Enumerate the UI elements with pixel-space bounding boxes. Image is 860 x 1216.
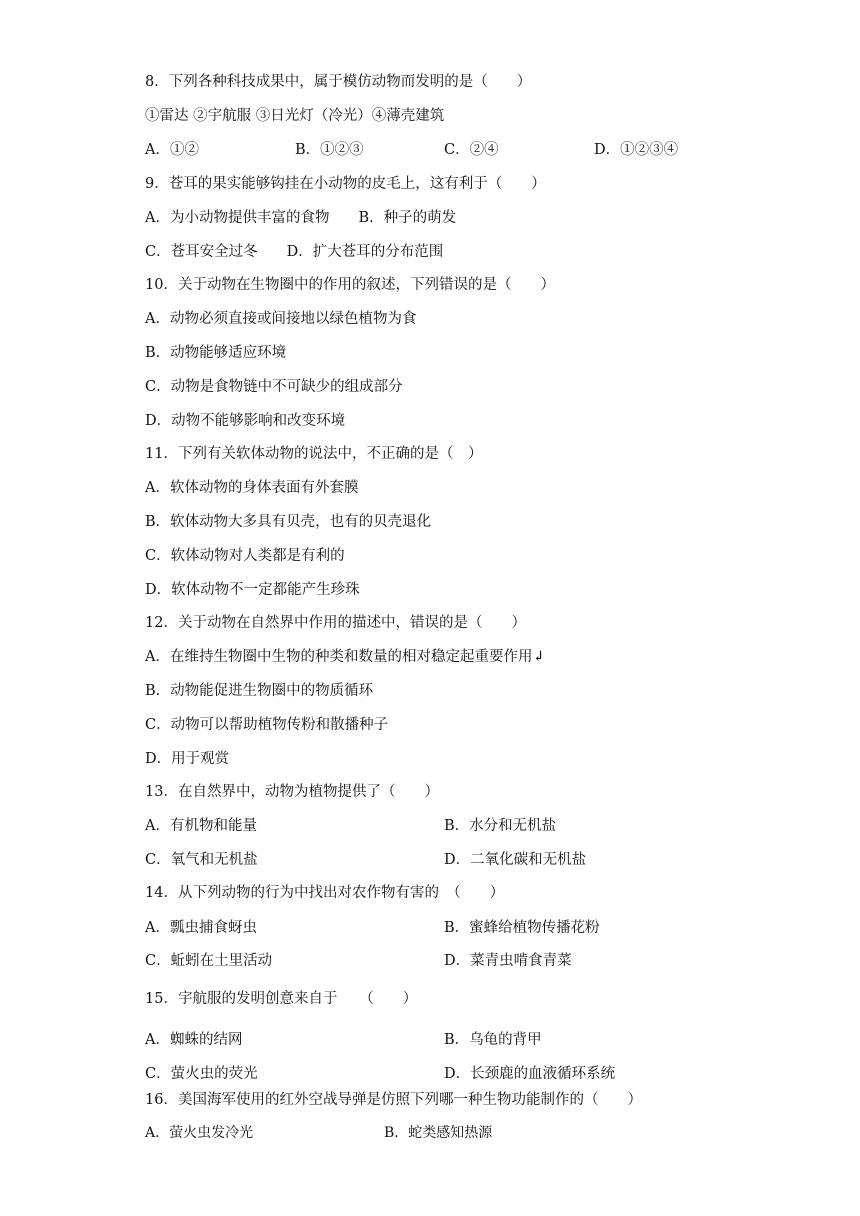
question-8-items: ①雷达 ②宇航服 ③日光灯（冷光）④薄壳建筑	[145, 108, 445, 124]
question-13-stem: 13．在自然界中，动物为植物提供了（ ）	[145, 784, 439, 800]
question-13-option-a: A．有机物和能量	[145, 818, 257, 834]
question-16-option-a: A．萤火虫发冷光	[145, 1125, 254, 1141]
question-14-option-d: D．菜青虫啃食青菜	[444, 953, 572, 969]
question-10-option-c: C．动物是食物链中不可缺少的组成部分	[145, 379, 403, 395]
question-12-option-a: A．在维持生物圈中生物的种类和数量的相对稳定起重要作用↲	[145, 649, 545, 665]
question-13-option-b: B．水分和无机盐	[444, 818, 557, 834]
question-15-option-a: A．蜘蛛的结网	[145, 1032, 243, 1048]
question-8-option-a: A．①②	[145, 142, 199, 158]
question-10-stem: 10．关于动物在生物圈中的作用的叙述，下列错误的是（ ）	[145, 277, 555, 293]
question-9-stem: 9．苍耳的果实能够钩挂在小动物的皮毛上，这有利于（ ）	[145, 176, 546, 192]
question-15-option-c: C．萤火虫的荧光	[145, 1066, 258, 1082]
question-12-option-b: B．动物能促进生物圈中的物质循环	[145, 683, 374, 699]
question-8-option-c: C．②④	[444, 142, 499, 158]
question-11-option-d: D．软体动物不一定都能产生珍珠	[145, 582, 360, 598]
question-8-option-d: D．①②③④	[594, 142, 679, 158]
question-8-stem: 8．下列各种科技成果中，属于模仿动物而发明的是（ ）	[145, 74, 532, 90]
question-15-stem: 15．宇航服的发明创意来自于 （ ）	[145, 991, 418, 1007]
question-15-option-d: D．长颈鹿的血液循环系统	[444, 1066, 616, 1082]
question-9-options-row-2: C．苍耳安全过冬 D．扩大苍耳的分布范围	[145, 244, 444, 260]
question-13-option-d: D．二氧化碳和无机盐	[444, 852, 587, 868]
question-16-option-b: B．蛇类感知热源	[384, 1125, 493, 1141]
question-10-option-d: D．动物不能够影响和改变环境	[145, 413, 346, 429]
question-12-option-d: D．用于观赏	[145, 751, 230, 767]
question-13-option-c: C．氧气和无机盐	[145, 852, 258, 868]
question-8-option-b: B．①②③	[295, 142, 364, 158]
question-9-options-row-1: A．为小动物提供丰富的食物 B．种子的萌发	[145, 210, 457, 226]
question-11-option-a: A．软体动物的身体表面有外套膜	[145, 480, 359, 496]
question-14-stem: 14．从下列动物的行为中找出对农作物有害的 （ ）	[145, 885, 505, 901]
question-11-option-b: B．软体动物大多具有贝壳，也有的贝壳退化	[145, 514, 432, 530]
question-14-option-b: B．蜜蜂给植物传播花粉	[444, 920, 600, 936]
question-10-option-b: B．动物能够适应环境	[145, 345, 287, 361]
question-12-stem: 12．关于动物在自然界中作用的描述中，错误的是（ ）	[145, 615, 526, 631]
question-11-option-c: C．软体动物对人类都是有利的	[145, 548, 345, 564]
question-14-option-a: A．瓢虫捕食蚜虫	[145, 920, 257, 936]
question-12-option-c: C．动物可以帮助植物传粉和散播种子	[145, 717, 389, 733]
question-15-option-b: B．乌龟的背甲	[444, 1032, 542, 1048]
question-11-stem: 11．下列有关软体动物的说法中，不正确的是（ ）	[145, 446, 483, 462]
question-10-option-a: A．动物必须直接或间接地以绿色植物为食	[145, 311, 417, 327]
question-14-option-c: C．蚯蚓在土里活动	[145, 953, 273, 969]
question-16-stem: 16．美国海军使用的红外空战导弹是仿照下列哪一种生物功能制作的（ ）	[145, 1092, 642, 1108]
